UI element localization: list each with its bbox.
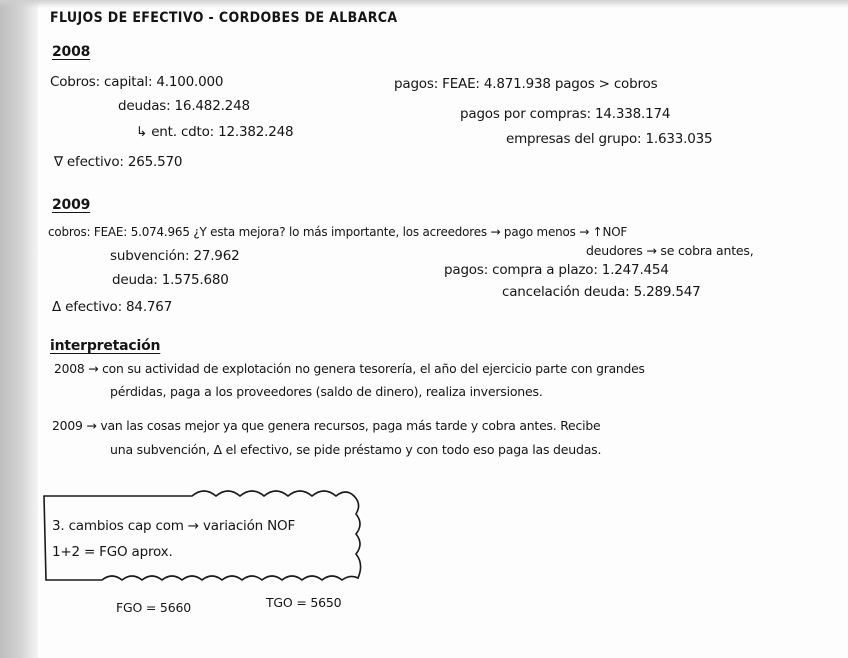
heading-interpretacion: interpretación	[50, 338, 161, 354]
cobros-2009-line2: subvención: 27.962	[110, 248, 240, 264]
page-edge-shadow	[0, 0, 38, 658]
cobros-2008-line3: ↳ ent. cdto: 12.382.248	[136, 124, 294, 140]
pagos-2009-line1: pagos: compra a plazo: 1.247.454	[444, 262, 669, 278]
cobros-2009-line1b: deudores → se cobra antes,	[586, 243, 754, 258]
heading-2009: 2009	[52, 197, 91, 213]
cobros-2008-line2: deudas: 16.482.248	[118, 98, 250, 114]
cobros-2009-line3: deuda: 1.575.680	[112, 272, 229, 288]
tgo-value: TGO = 5650	[266, 595, 342, 610]
page-top-shadow	[0, 0, 848, 8]
interpretacion-2008-line1: 2008 → con su actividad de explotación no genera tesorería, el año del ejercicio parte con grandes	[54, 361, 645, 376]
cobros-2009-line1: cobros: FEAE: 5.074.965 ¿Y esta mejora? lo más importante, los acreedores → pago menos → ↑NOF	[48, 224, 628, 239]
note-line1: 3. cambios cap com → variación NOF	[52, 518, 296, 534]
delta-efectivo-2009: Δ efectivo: 84.767	[52, 299, 173, 315]
note-box	[42, 488, 364, 584]
page-title: FLUJOS DE EFECTIVO - CORDOBES DE ALBARCA	[50, 10, 398, 26]
delta-efectivo-2008: ∇ efectivo: 265.570	[54, 154, 183, 170]
pagos-2008-line1: pagos: FEAE: 4.871.938 pagos > cobros	[394, 76, 658, 92]
pagos-2008-line2: pagos por compras: 14.338.174	[460, 106, 671, 122]
interpretacion-2009-line1: 2009 → van las cosas mejor ya que genera recursos, paga más tarde y cobra antes. Recibe	[52, 418, 601, 433]
interpretacion-2009-line2: una subvención, Δ el efectivo, se pide préstamo y con todo eso paga las deudas.	[110, 442, 602, 457]
fgo-value: FGO = 5660	[116, 600, 191, 615]
pagos-2009-line2: cancelación deuda: 5.289.547	[502, 284, 701, 300]
note-box-border	[42, 488, 364, 584]
note-line2: 1+2 = FGO aprox.	[52, 544, 173, 560]
heading-2008: 2008	[52, 44, 91, 60]
cobros-2008-line1: Cobros: capital: 4.100.000	[50, 74, 224, 90]
pagos-2008-line3: empresas del grupo: 1.633.035	[506, 131, 713, 147]
interpretacion-2008-line2: pérdidas, paga a los proveedores (saldo de dinero), realiza inversiones.	[110, 384, 543, 399]
